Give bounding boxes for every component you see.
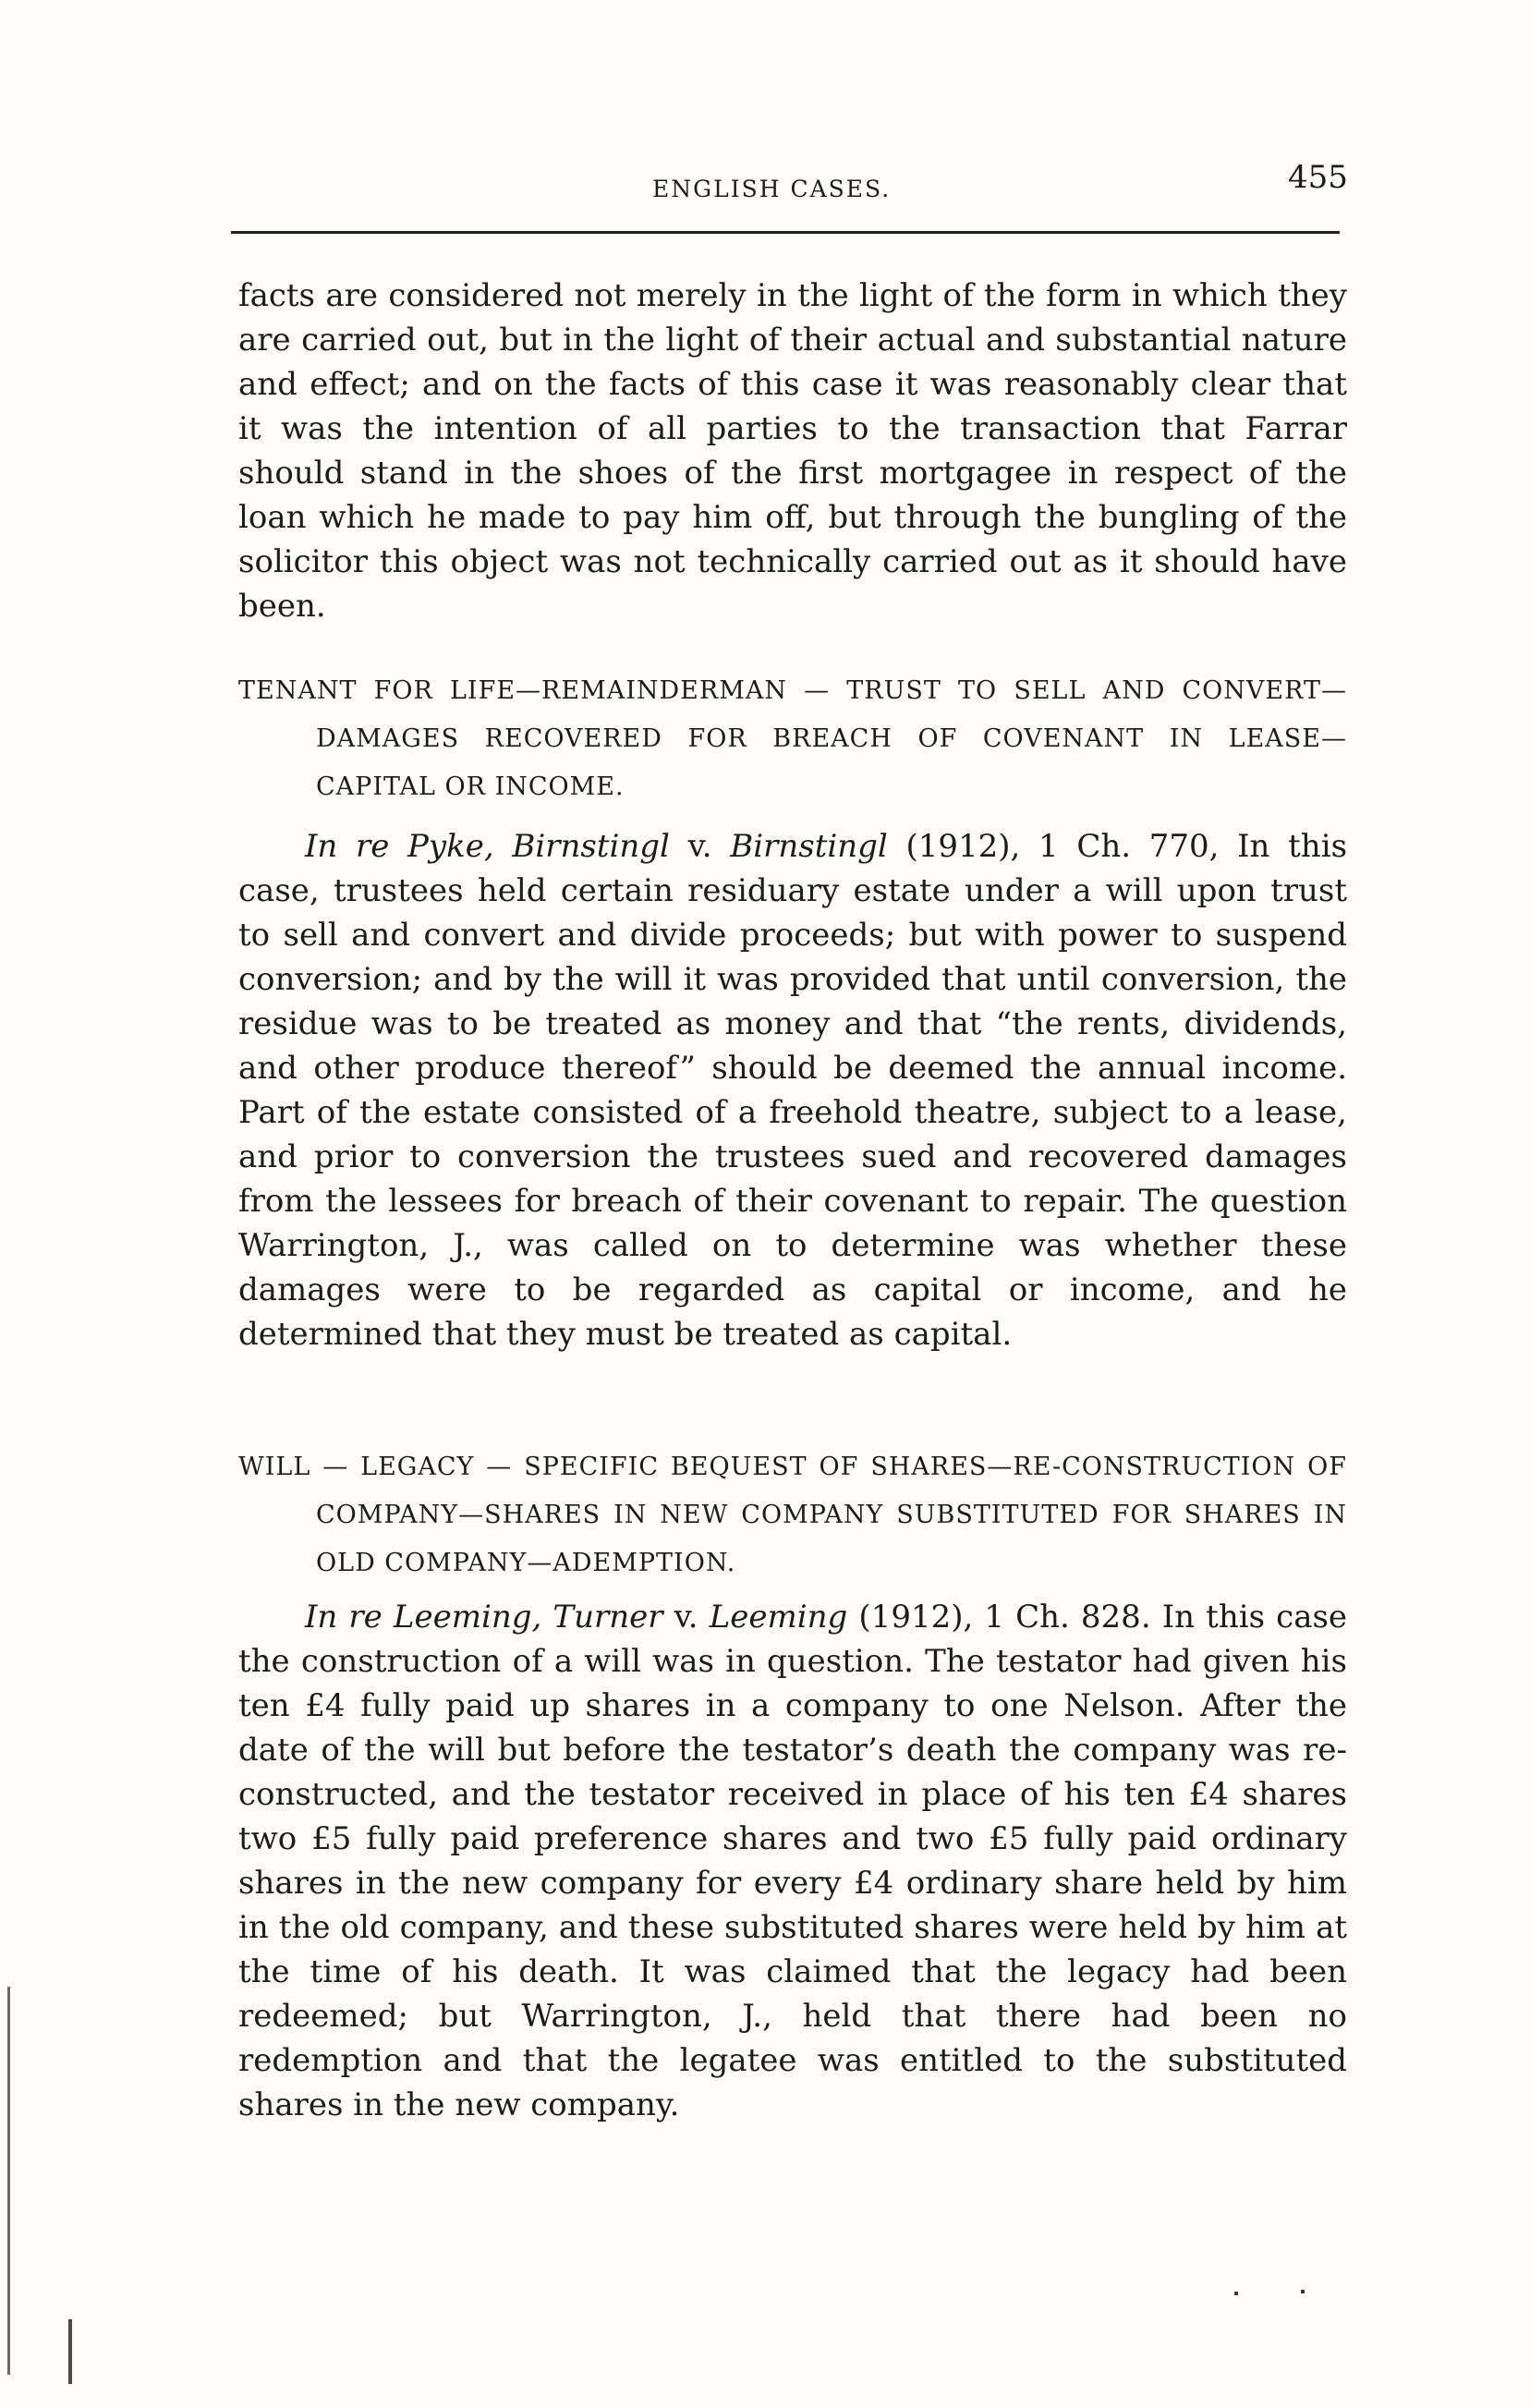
scan-mark	[1234, 2292, 1238, 2295]
scan-mark	[7, 1987, 10, 2375]
case-heading	[238, 667, 1347, 811]
case-versus: v.	[687, 828, 712, 865]
continuation-paragraph	[238, 274, 1347, 628]
case-summary	[238, 1595, 1347, 2127]
header-rule	[231, 231, 1340, 234]
heading-text: TENANT FOR LIFE—REMAINDERMAN — TRUST TO SELL AND CONVERT—DAMAGES RECOVERED FOR BREACH OF COVENANT IN LEASE—CAPITAL OR INCOME.	[238, 676, 1347, 801]
case-paragraph	[238, 824, 1347, 1356]
paragraph-text: facts are considered not merely in the light of the form in which they are carried out, but in the light of their actual and substantial nature and effect; and on the facts of this case it was reasonably clear that it was the intention of all parties to the transaction that Farrar should stand in the shoes of the first mortgagee in respect of the loan which he made to pay him off, but through the bungling of the solicitor this object was not technically carried out as it should have been.	[238, 277, 1347, 625]
case-reference: (1912), 1 Ch. 828.	[858, 1599, 1151, 1636]
case-party: Leeming	[709, 1599, 848, 1636]
running-head: ENGLISH CASES.	[652, 176, 892, 202]
case-heading	[238, 1443, 1347, 1587]
scan-mark	[1301, 2290, 1305, 2293]
case-reference: (1912), 1 Ch. 770,	[905, 828, 1220, 865]
case-versus: v.	[674, 1599, 698, 1636]
case-party: Birnstingl	[730, 828, 888, 865]
case-name: In re Leeming, Turner	[305, 1599, 663, 1636]
case-body: In this case the construction of a will was in question. The testator had given his ten £4 fully paid up shares in a company to one Nelson. After the date of the will but before the testator’s death the company was re-constructed, and the testator received in place of his ten £4 shares two £5 fully paid preference shares and two £5 fully paid ordinary shares in the new company for every £4 ordinary share held by him in the old company, and these substituted shares were held by him at the time of his death. It was claimed that the legacy had been redeemed; but Warrington, J., held that there had been no redemption and that the legatee was entitled to the substituted shares in the new company.	[238, 1599, 1348, 2123]
case-body: In this case, trustees held certain residuary estate under a will upon trust to sell and convert and divide proceeds; but with power to suspend conversion; and by the will it was provided that until conversion, the residue was to be treated as money and that “the rents, dividends, and other produce thereof” should be deemed the annual income. Part of the estate consisted of a freehold theatre, subject to a lease, and prior to conversion the trustees sued and recovered damages from the lessees for breach of their covenant to repair. The question Warrington, J., was called on to determine was whether these damages were to be regarded as capital or income, and he determined that they must be treated as capital.	[238, 828, 1348, 1353]
case-name: In re Pyke, Birnstingl	[305, 828, 670, 865]
heading-text: WILL — LEGACY — SPECIFIC BEQUEST OF SHARES—RE-CONSTRUCTION OF COMPANY—SHARES IN NEW COMPANY SUBSTITUTED FOR SHARES IN OLD COMPANY—ADEMPTION.	[238, 1453, 1347, 1577]
scan-mark	[68, 2319, 72, 2384]
case-paragraph	[238, 1595, 1347, 2127]
page-number: 455	[1288, 159, 1348, 196]
case-summary	[238, 824, 1347, 1356]
